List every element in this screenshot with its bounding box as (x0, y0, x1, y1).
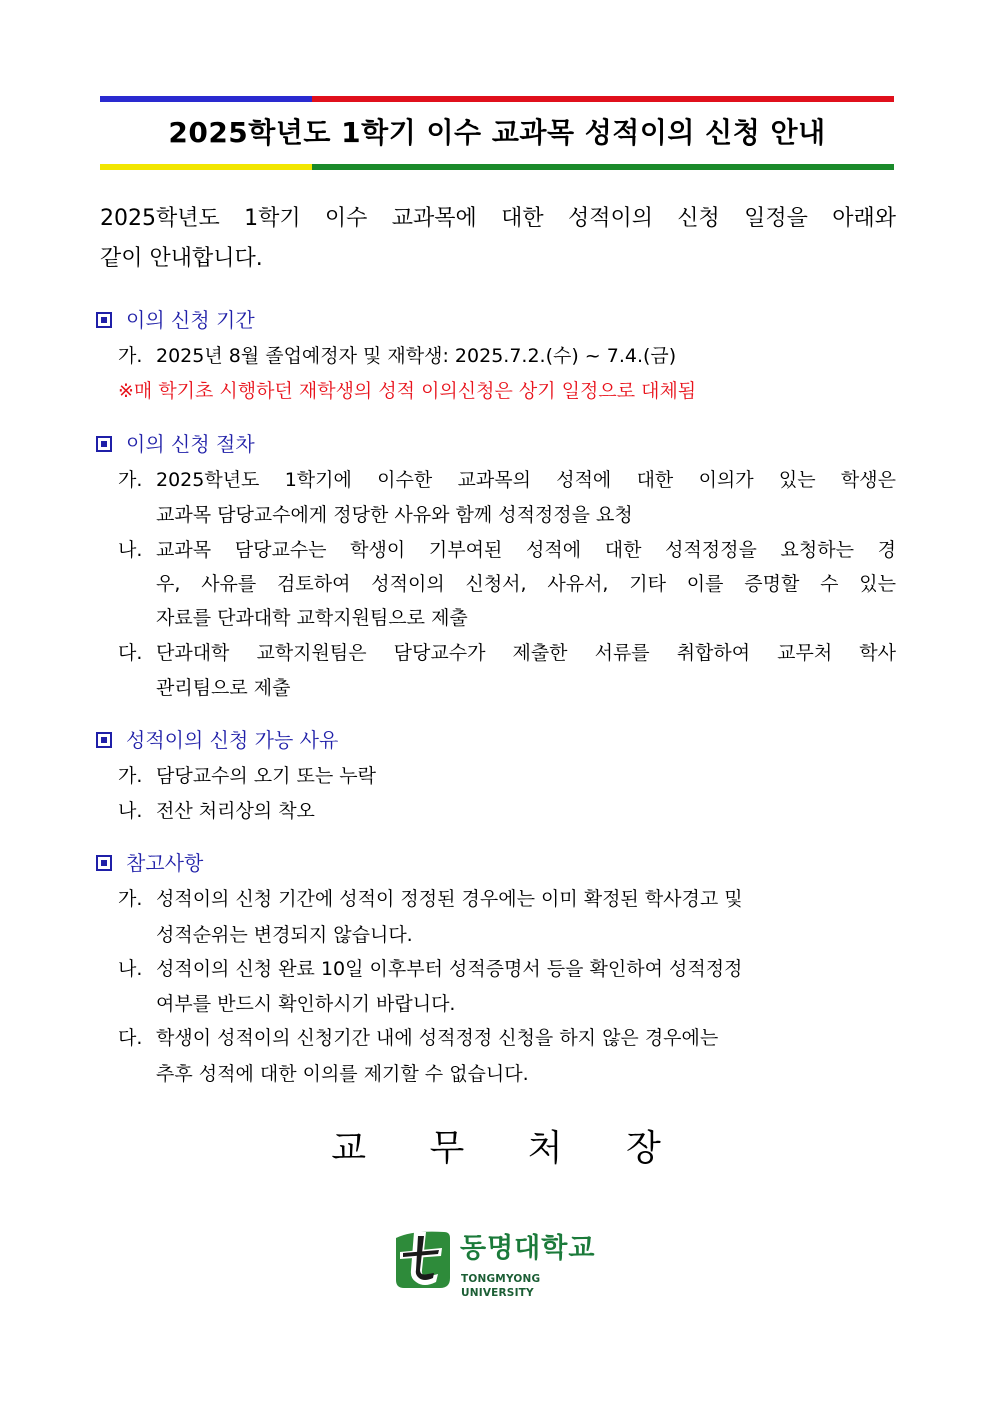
document-title: 2025학년도 1학기 이수 교과목 성적이의 신청 안내 (168, 116, 826, 149)
item-text: 성적이의 신청 완료 10일 이후부터 성적증명서 등을 확인하여 성적정정 (156, 958, 743, 980)
item-marker: 나. (118, 539, 143, 561)
item-marker: 가. (118, 345, 143, 367)
item-text: 2025년 8월 졸업예정자 및 재학생: 2025.7.2.(수) ~ 7.4.(금) (156, 345, 677, 367)
item-marker: 다. (118, 1027, 143, 1049)
item-marker: 가. (118, 469, 143, 491)
square-bullet-icon (96, 732, 112, 748)
square-bullet-icon (96, 855, 112, 871)
list-item (118, 463, 896, 498)
item-marker: 나. (118, 800, 143, 822)
square-bullet-icon (96, 312, 112, 328)
item-text-continued: 성적순위는 변경되지 않습니다. (156, 924, 413, 946)
list-item (118, 794, 315, 829)
list-item (118, 1021, 718, 1056)
section-heading-procedure (96, 429, 255, 459)
section-heading-text: 성적이의 신청 가능 사유 (126, 728, 339, 752)
section-heading-reasons (96, 725, 338, 755)
list-item (118, 339, 676, 374)
logo-name-korean: 동명대학교 (460, 1233, 596, 1264)
section-heading-text: 이의 신청 기간 (126, 308, 255, 332)
tongmyong-t-logo-icon (394, 1226, 456, 1292)
item-text-continued: 자료를 단과대학 교학지원팀으로 제출 (156, 607, 468, 629)
issuer-signature: 교 무 처 장 (331, 1128, 687, 1169)
item-text: 교과목 담당교수는 학생이 기부여된 성적에 대한 성적정정을 요청하는 경 (156, 539, 896, 561)
section-heading-notes (96, 848, 203, 878)
top-bar-red (312, 96, 894, 102)
list-item (118, 952, 742, 987)
top-color-bar (100, 96, 894, 102)
list-item (118, 636, 896, 671)
bottom-bar-yellow (100, 164, 312, 170)
bottom-bar-green (312, 164, 894, 170)
university-logo (394, 1226, 604, 1299)
section-heading-period (96, 305, 255, 335)
intro-line-1: 2025학년도 1학기 이수 교과목에 대한 성적이의 신청 일정을 아래와 (100, 206, 896, 231)
top-bar-blue (100, 96, 312, 102)
section-heading-text: 이의 신청 절차 (126, 432, 255, 456)
section-heading-text: 참고사항 (126, 851, 204, 875)
notice-text: ※매 학기초 시행하던 재학생의 성적 이의신청은 상기 일정으로 대체됨 (118, 380, 697, 402)
square-bullet-icon (96, 436, 112, 452)
item-text: 2025학년도 1학기에 이수한 교과목의 성적에 대한 이의가 있는 학생은 (156, 469, 896, 491)
item-text-continued: 교과목 담당교수에게 정당한 사유와 함께 성적정정을 요청 (156, 504, 633, 526)
item-text-continued: 추후 성적에 대한 이의를 제기할 수 없습니다. (156, 1063, 529, 1085)
list-item (118, 759, 376, 794)
item-text-continued: 여부를 반드시 확인하시기 바랍니다. (156, 993, 456, 1015)
item-marker: 나. (118, 958, 143, 980)
item-text: 전산 처리상의 착오 (156, 800, 315, 822)
list-item (118, 533, 896, 568)
item-text-continued: 우, 사유를 검토하여 성적이의 신청서, 사유서, 기타 이를 증명할 수 있는 (156, 573, 896, 595)
item-text-continued: 관리팀으로 제출 (156, 677, 291, 699)
intro-line-2: 같이 안내합니다. (100, 246, 263, 271)
item-text: 학생이 성적이의 신청기간 내에 성적정정 신청을 하지 않은 경우에는 (156, 1027, 719, 1049)
item-marker: 가. (118, 888, 143, 910)
bottom-color-bar (100, 164, 894, 170)
item-text: 성적이의 신청 기간에 성적이 정정된 경우에는 이미 확정된 학사경고 및 (156, 888, 743, 910)
item-marker: 다. (118, 642, 143, 664)
item-text: 담당교수의 오기 또는 누락 (156, 765, 377, 787)
logo-name-english: TONGMYONG UNIVERSITY (461, 1273, 541, 1299)
intro-paragraph (100, 199, 896, 279)
item-text: 단과대학 교학지원팀은 담당교수가 제출한 서류를 취합하여 교무처 학사 (156, 642, 896, 664)
item-marker: 가. (118, 765, 143, 787)
list-item (118, 882, 743, 917)
